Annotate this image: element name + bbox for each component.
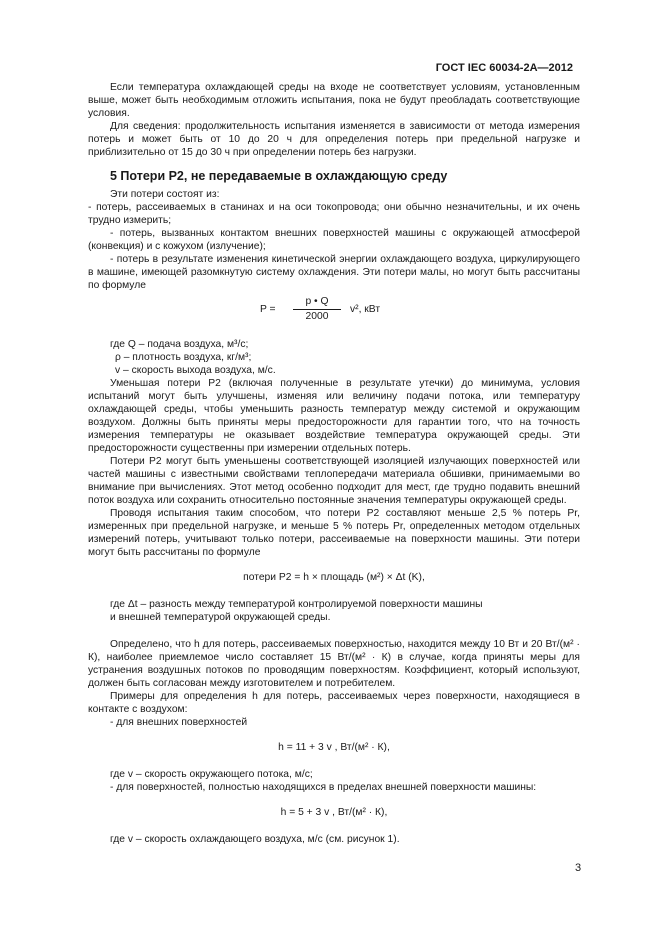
formula-numerator: p • Q [293,296,341,310]
paragraph-reduce-losses: Уменьшая потери P2 (включая полученные в результате утечки) до минимума, условия испытаний могут быть улучшены, изменяя или величину подачи потока, или температуру охлаждающей среды, чтобы уменьшить разность температур между системой и окружающим воздухом. Должны быть приняты меры предосторожности для гарантии того, что на точность измерения температуры не оказывает воздействие температура окружающей среды. Эти предосторожности существенны при измерении отдельных потерь. [88,378,580,454]
paragraph-h-examples: Примеры для определения h для потерь, рассеиваемых через поверхности, находящиеся в контакте с воздухом: [88,691,580,715]
losses-intro: Эти потери состоят из: [110,189,220,200]
external-surfaces-item: - для внешних поверхностей [110,717,248,728]
losses-item-1: - потерь, рассеиваемых в станинах и на оси токопровода; они обычно незначительны, и их очень трудно измерить; [88,202,580,226]
spacer [88,624,580,638]
formula-lhs: P = [260,304,276,315]
paragraph-temperature-conditions: Если температура охлаждающей среды на входе не соответствует условиям, установленным выше, может быть необходимым отложить испытания, пока не будут преобладать соответствующие условия. [88,82,580,119]
page-number: 3 [575,862,582,874]
formula-denominator: 2000 [305,311,329,322]
losses-item-3: - потерь в результате изменения кинетической энергии охлаждающего воздуха, циркулирующего в машине, имеющей разомкнутую систему охлаждения. Эти потери малы, но могут быть рассчитаны по формуле [88,254,580,291]
paragraph-test-duration: Для сведения: продолжительность испытания изменяется в зависимости от метода измерения потерь и может быть от 10 до 20 ч для определения потерь при предельной нагрузке и приблизительно от 15 до 30 ч при определении потерь без нагрузки. [88,121,580,158]
internal-surfaces-item: - для поверхностей, полностью находящихся в пределах внешней поверхности машины: [110,782,537,793]
paragraph-h-defined: Определено, что h для потерь, рассеиваемых поверхностью, находится между 10 Вт и 20 Вт/(м² · К), наиболее приемлемое число составляет 15 Вт/(м² · К) в случае, когда приняты меры для устранения воздушных потоков по проводящим поверхностям. Коэффициент, который используют, должен быть согласован между изготовителем и потребителем. [88,639,580,689]
formula-rhs: v², кВт [350,304,381,315]
where-dt-line-1: где Δt – разность между температурой контролируемой поверхности машины [110,599,483,610]
document-body [88,81,580,846]
formula-h-external: h = 11 + 3 v , Вт/(м² · К), [278,742,390,753]
paragraph-insulation: Потери P2 могут быть уменьшены соответствующей изоляцией излучающих поверхностей или частей машины с известными свойствами теплопередачи материала обшивки, принимаемыми во внимание при вычислениях. Этот метод особенно подходит для мест, где трудно подавить внешний поток воздуха или сохранить относительно постоянные значения температуры окружающей среды. [88,456,580,506]
where-q: где Q – подача воздуха, м³/с; [110,339,249,350]
section-heading: 5 Потери P2, не передаваемые в охлаждающую среду [110,169,448,183]
formula-kinetic-losses [88,294,580,332]
where-v: v – скорость выхода воздуха, м/с. [115,365,276,376]
losses-item-2: - потерь, вызванных контактом внешних поверхностей машины с окружающей атмосферой (конвекция) и с кожухом (излучение); [88,228,580,252]
formula-fraction [293,296,341,323]
where-v-ambient: где v – скорость окружающего потока, м/с; [110,769,313,780]
where-v-cooling: где v – скорость охлаждающего воздуха, м/с (см. рисунок 1). [110,834,400,845]
formula-surface-losses: потери P2 = h × площадь (м²) × Δt (K), [243,572,425,583]
paragraph-test-method: Проводя испытания таким способом, что потери P2 составляют меньше 2,5 % потерь Pr, измеренных при предельной нагрузке, и меньше 5 % потерь Pr, определенных методом отдельных измерений потерь, учитывают только потери, рассеиваемые на поверхности машины. Эти потери могут быть рассчитаны по формуле [88,508,580,558]
formula-h-internal: h = 5 + 3 v , Вт/(м² · К), [280,807,388,818]
standard-header: ГОСТ IEC 60034-2A—2012 [435,62,573,74]
where-rho: ρ – плотность воздуха, кг/м³; [115,352,252,363]
where-dt-line-2: и внешней температурой окружающей среды. [110,612,331,623]
